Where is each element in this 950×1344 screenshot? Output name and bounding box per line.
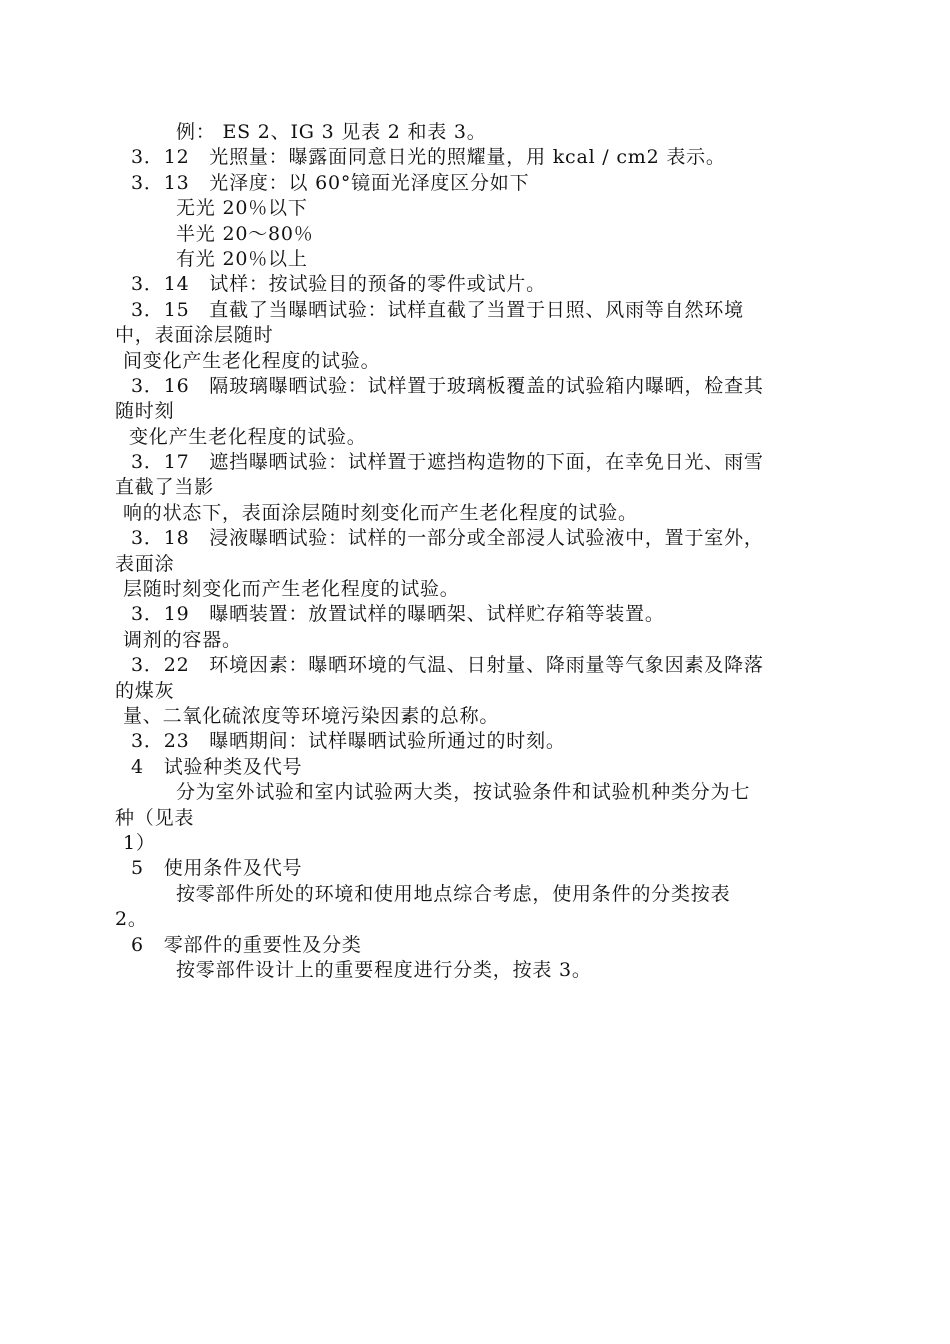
text-line: 分为室外试验和室内试验两大类，按试验条件和试验机种类分为七 (176, 781, 751, 804)
section-3-14: 3．14 试样：按试验目的预备的零件或试片。 (131, 273, 546, 296)
section-3-19: 3．19 曝晒装置：放置试样的曝晒架、试样贮存箱等装置。 (131, 603, 665, 626)
text-line: 调剂的容器。 (123, 628, 242, 651)
section-4-heading: 4 试验种类及代号 (131, 755, 303, 778)
section-3-22: 3．22 环境因素：曝晒环境的气温、日射量、降雨量等气象因素及降落 (131, 654, 764, 677)
text-line: 响的状态下，表面涂层随时刻变化而产生老化程度的试验。 (123, 501, 638, 524)
section-3-16: 3．16 隔玻璃曝晒试验：试样置于玻璃板覆盖的试验箱内曝晒，检查其 (131, 374, 764, 397)
text-line: 直截了当影 (115, 476, 215, 499)
text-line: 无光 20％以下 (176, 197, 308, 220)
text-line: 层随时刻变化而产生老化程度的试验。 (123, 578, 460, 601)
text-line: 随时刻 (115, 400, 175, 423)
section-3-17: 3．17 遮挡曝晒试验：试样置于遮挡构造物的下面，在幸免日光、雨雪 (131, 451, 764, 474)
section-3-15: 3．15 直截了当曝晒试验：试样直截了当置于日照、风雨等自然环境 (131, 298, 744, 321)
section-3-12: 3．12 光照量：曝露面同意日光的照耀量，用 kcal / cm2 表示。 (131, 146, 726, 169)
text-line: 量、二氧化硫浓度等环境污染因素的总称。 (123, 704, 500, 727)
text-line: 种（见表 (115, 806, 195, 829)
text-line: 1） (123, 831, 156, 854)
text-line: 按零部件设计上的重要程度进行分类，按表 3。 (176, 958, 592, 981)
text-line: 中，表面涂层随时 (115, 324, 274, 347)
text-line: 间变化产生老化程度的试验。 (123, 349, 381, 372)
section-5-heading: 5 使用条件及代号 (131, 857, 303, 880)
text-line: 半光 20～80％ (176, 222, 314, 245)
document-body (115, 120, 855, 983)
text-line: 变化产生老化程度的试验。 (129, 425, 367, 448)
section-3-18: 3．18 浸液曝晒试验：试样的一部分或全部浸人试验液中，置于室外， (131, 527, 764, 550)
text-line: 有光 20％以上 (176, 247, 308, 270)
text-line: 2。 (115, 908, 148, 931)
text-line: 的煤灰 (115, 679, 175, 702)
text-line: 例： ES 2、IG 3 见表 2 和表 3。 (176, 121, 487, 143)
text-line: 按零部件所处的环境和使用地点综合考虑，使用条件的分类按表 (176, 882, 731, 905)
section-3-23: 3．23 曝晒期间：试样曝晒试验所通过的时刻。 (131, 730, 566, 753)
section-3-13: 3．13 光泽度：以 60°镜面光泽度区分如下 (131, 171, 530, 194)
text-line: 表面涂 (115, 552, 175, 575)
section-6-heading: 6 零部件的重要性及分类 (131, 933, 362, 956)
